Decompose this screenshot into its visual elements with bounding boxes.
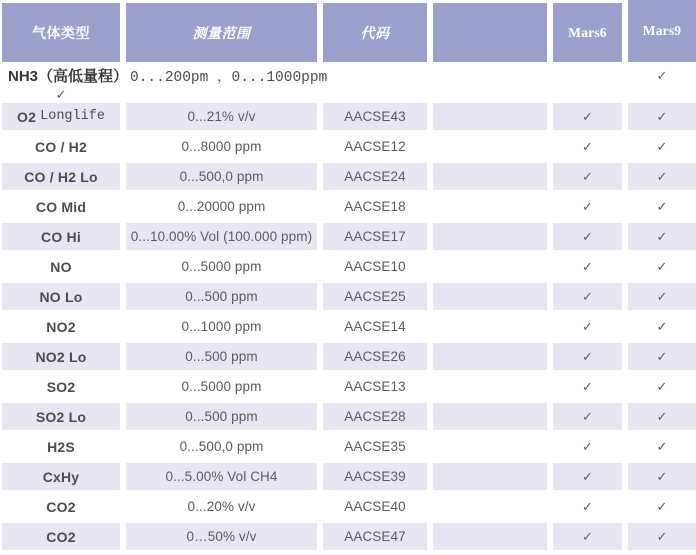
mars9-checkmark-icon: ✓ — [628, 343, 696, 370]
mars6-checkmark-icon: ✓ — [553, 163, 622, 190]
range-cell: 0...500 ppm — [126, 343, 317, 370]
code-cell: AACSE40 — [344, 499, 406, 514]
empty-cell — [433, 493, 547, 520]
mars9-checkmark-icon: ✓ — [656, 198, 668, 214]
gas-name: SO2 Lo — [35, 408, 87, 425]
code-cell: AACSE18 — [344, 199, 406, 214]
code-cell: AACSE14 — [344, 319, 406, 334]
table-row — [2, 463, 696, 493]
mars9-checkmark-icon: ✓ — [628, 403, 696, 430]
header-mars9: Mars9 — [628, 0, 696, 62]
range-cell: 0...20% v/v — [187, 499, 256, 514]
empty-cell — [433, 133, 547, 160]
range-cell: 0...500,0 ppm — [179, 439, 264, 454]
mars9-checkmark-icon: ✓ — [656, 378, 668, 394]
empty-cell — [553, 65, 622, 87]
empty-cell — [433, 253, 547, 280]
gas-name-cell — [2, 313, 120, 340]
gas-name-cell — [2, 253, 120, 280]
mars9-checkmark-icon: ✓ — [628, 103, 696, 130]
code-cell: AACSE43 — [323, 103, 427, 130]
gas-name-cell — [2, 433, 120, 460]
table-row — [2, 493, 696, 523]
code-cell: AACSE10 — [344, 259, 406, 274]
mars6-checkmark-icon: ✓ — [582, 138, 593, 154]
range-cell: 0...20000 ppm — [177, 199, 266, 214]
code-cell: AACSE28 — [323, 403, 427, 430]
empty-cell — [433, 313, 547, 340]
gas-name-cell — [2, 403, 120, 430]
gas-name-cell — [2, 223, 120, 250]
mars9-checkmark-icon: ✓ — [656, 318, 668, 334]
gas-name: NO Lo — [39, 288, 83, 305]
empty-cell — [433, 163, 547, 190]
table-header-row — [2, 0, 696, 65]
gas-name-suffix: Longlife — [40, 109, 105, 124]
mars9-checkmark-icon: ✓ — [628, 283, 696, 310]
range-cell: 0...500 ppm — [126, 283, 317, 310]
mars9-checkmark-icon: ✓ — [628, 163, 696, 190]
mars9-checkmark-icon: ✓ — [628, 223, 696, 250]
mars6-checkmark-icon: ✓ — [582, 318, 593, 334]
range-cell: 0…50% v/v — [126, 523, 317, 550]
table-row-nh3 — [2, 65, 696, 103]
table-row — [2, 283, 696, 313]
range-cell: 0...500 ppm — [126, 403, 317, 430]
gas-name: CO2 — [46, 528, 76, 545]
gas-name: SO2 — [46, 378, 76, 395]
empty-cell — [433, 103, 547, 130]
gas-name: CO Mid — [35, 198, 87, 215]
mars6-checkmark-icon: ✓ — [582, 438, 593, 454]
mars6-checkmark-icon: ✓ — [582, 378, 593, 394]
empty-cell — [433, 463, 547, 490]
mars9-checkmark-icon: ✓ — [656, 438, 668, 454]
range-cell: 0...21% v/v — [126, 103, 317, 130]
gas-name: CO / H2 Lo — [24, 168, 98, 185]
code-cell: AACSE47 — [323, 523, 427, 550]
range-cell: 0...1000 ppm — [181, 319, 262, 334]
gas-name: CO Hi — [41, 228, 81, 245]
gas-name: CO / H2 — [35, 138, 87, 155]
code-cell: AACSE26 — [323, 343, 427, 370]
mars6-checkmark-icon: ✓ — [656, 67, 668, 83]
gas-name-cell — [2, 493, 120, 520]
code-cell: AACSE39 — [323, 463, 427, 490]
empty-cell — [433, 523, 547, 550]
empty-cell — [433, 283, 547, 310]
nh3-row-text — [2, 65, 547, 87]
gas-name: CxHy — [42, 468, 80, 485]
mars9-checkmark-icon: ✓ — [656, 498, 668, 514]
range-cell: 0...500,0 ppm — [126, 163, 317, 190]
gas-name-cell — [2, 463, 120, 490]
gas-name: NO — [50, 258, 72, 275]
code-cell: AACSE25 — [323, 283, 427, 310]
gas-name-cell — [2, 373, 120, 400]
empty-cell — [433, 433, 547, 460]
range-cell: 0...8000 ppm — [181, 139, 262, 154]
mars9-checkmark-icon: ✓ — [628, 463, 696, 490]
header-measure-range: 测量范围 — [126, 3, 317, 62]
empty-cell — [433, 403, 547, 430]
code-cell: AACSE17 — [323, 223, 427, 250]
table-row — [2, 373, 696, 403]
code-cell: AACSE13 — [344, 379, 406, 394]
table-body — [2, 103, 696, 553]
range-cell: 0...5.00% Vol CH4 — [126, 463, 317, 490]
table-row — [2, 433, 696, 463]
mars6-checkmark-icon: ✓ — [553, 223, 622, 250]
gas-range: 0...200pm ，0...1000ppm — [130, 70, 328, 87]
table-row — [2, 343, 696, 373]
gas-name: CO2 — [46, 498, 76, 515]
gas-name-cell — [2, 163, 120, 190]
mars6-checkmark-icon: ✓ — [582, 498, 593, 514]
gas-name: NO2 Lo — [35, 348, 87, 365]
table-row — [2, 523, 696, 553]
gas-name-cell — [2, 523, 120, 550]
table-row — [2, 163, 696, 193]
gas-name: NO2 — [46, 318, 76, 335]
header-mars6: Mars6 — [553, 3, 622, 62]
gas-name-cell — [2, 133, 120, 160]
range-cell: 0...5000 ppm — [181, 259, 262, 274]
mars9-checkmark-icon: ✓ — [55, 86, 67, 102]
mars6-checkmark-icon: ✓ — [553, 283, 622, 310]
gas-name: O2 — [17, 108, 37, 125]
table-row — [2, 103, 696, 133]
empty-cell — [433, 193, 547, 220]
mars6-checkmark-icon: ✓ — [553, 523, 622, 550]
range-cell: 0...10.00% Vol (100.000 ppm) — [126, 223, 317, 250]
mars6-checkmark-icon: ✓ — [553, 343, 622, 370]
code-cell: AACSE12 — [344, 139, 406, 154]
code-cell: AACSE35 — [344, 439, 406, 454]
empty-cell — [433, 343, 547, 370]
table-row — [2, 253, 696, 283]
gas-name-cell — [2, 193, 120, 220]
mars9-checkmark-icon: ✓ — [628, 523, 696, 550]
mars6-checkmark-icon: ✓ — [582, 258, 593, 274]
mars6-checkmark-icon: ✓ — [553, 463, 622, 490]
table-row — [2, 403, 696, 433]
header-code: 代码 — [323, 3, 427, 62]
range-cell: 0...5000 ppm — [181, 379, 262, 394]
mars6-checkmark-icon: ✓ — [553, 403, 622, 430]
table-row — [2, 133, 696, 163]
gas-name-cell — [2, 283, 120, 310]
mars6-checkmark-icon: ✓ — [553, 103, 622, 130]
gas-name-cell — [2, 103, 120, 130]
empty-cell — [433, 223, 547, 250]
header-gas-type: 气体类型 — [2, 3, 120, 62]
empty-cell — [433, 373, 547, 400]
table-row — [2, 313, 696, 343]
header-empty — [433, 3, 547, 62]
gas-name: NH3（高低量程） — [8, 68, 129, 86]
mars6-checkmark-icon: ✓ — [582, 198, 593, 214]
table-row — [2, 223, 696, 253]
table-row — [2, 193, 696, 223]
mars9-checkmark-icon: ✓ — [656, 138, 668, 154]
code-cell: AACSE24 — [323, 163, 427, 190]
gas-name-cell — [2, 343, 120, 370]
gas-name: H2S — [47, 438, 75, 455]
mars9-checkmark-icon: ✓ — [656, 258, 668, 274]
